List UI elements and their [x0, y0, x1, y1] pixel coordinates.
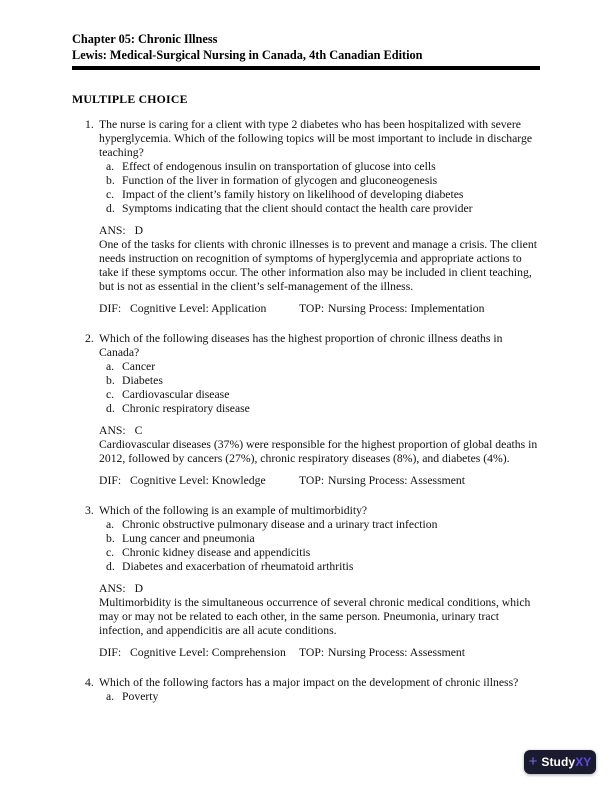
answer-option-d: [99, 402, 540, 416]
top-label: TOP:: [299, 302, 325, 315]
question-2: [72, 332, 540, 488]
question-4: [72, 676, 540, 704]
answer-option-a: [99, 690, 540, 704]
answer-letter: D: [134, 224, 144, 237]
answer-option-c: [99, 388, 540, 402]
header-rule: [72, 66, 540, 70]
question-number: 2.: [85, 332, 94, 345]
question-list: [72, 118, 540, 704]
answer-option-d: [99, 560, 540, 574]
dif-label: DIF:: [99, 302, 122, 315]
question-body: [99, 504, 540, 660]
meta-row: [99, 302, 540, 316]
answer-line: [99, 424, 540, 438]
answer-option-a: [99, 518, 540, 532]
option-text: Symptoms indicating that the client should contact the health care provider: [122, 202, 473, 215]
dif-value: Cognitive Level: Knowledge: [130, 474, 266, 487]
answer-line: [99, 224, 540, 238]
plus-icon: +: [528, 753, 538, 770]
option-text: Diabetes: [122, 374, 163, 387]
option-letter: b.: [106, 374, 115, 387]
answer-label: ANS:: [99, 224, 126, 237]
option-text: Cancer: [122, 360, 156, 373]
option-letter: a.: [106, 518, 115, 531]
brand-study: Study: [541, 755, 576, 769]
top-label: TOP:: [299, 646, 325, 659]
option-letter: a.: [106, 360, 115, 373]
option-letter: c.: [106, 546, 115, 559]
answer-option-b: [99, 374, 540, 388]
book-title: Lewis: Medical-Surgical Nursing in Canada, 4th Canadian Edition: [72, 48, 423, 62]
question-stem: The nurse is caring for a client with type 2 diabetes who has been hospitalized with severe hyperglycemia. Which of the following topics will be most important to include in discharge teaching?: [99, 118, 533, 159]
question-body: [99, 118, 540, 316]
dif-label: DIF:: [99, 646, 122, 659]
option-text: Cardiovascular disease: [122, 388, 230, 401]
option-letter: d.: [106, 402, 115, 415]
answer-option-d: [99, 202, 540, 216]
top-value: Nursing Process: Implementation: [328, 302, 485, 315]
dif-value: Cognitive Level: Application: [130, 302, 267, 315]
option-text: Lung cancer and pneumonia: [122, 532, 255, 545]
option-text: Function of the liver in formation of glycogen and gluconeogenesis: [122, 174, 438, 187]
option-text: Chronic kidney disease and appendicitis: [122, 546, 311, 559]
brand-name: [541, 755, 591, 769]
question-body: [99, 332, 540, 488]
answer-line: [99, 582, 540, 596]
option-letter: c.: [106, 388, 115, 401]
document-header: [72, 31, 540, 70]
dif-value: Cognitive Level: Comprehension: [130, 646, 286, 659]
option-text: Chronic respiratory disease: [122, 402, 250, 415]
option-text: Impact of the client’s family history on likelihood of developing diabetes: [122, 188, 464, 201]
question-stem: Which of the following diseases has the highest proportion of chronic illness deaths in Canada?: [99, 332, 503, 359]
option-text: Poverty: [122, 690, 159, 703]
option-letter: d.: [106, 560, 115, 573]
question-body: [99, 676, 540, 704]
option-letter: c.: [106, 188, 115, 201]
question-stem: Which of the following factors has a major impact on the development of chronic illness?: [99, 676, 519, 689]
answer-letter: D: [134, 582, 144, 595]
answer-option-c: [99, 188, 540, 202]
brand-xy: XY: [575, 755, 592, 769]
option-letter: a.: [106, 160, 115, 173]
answer-option-a: [99, 160, 540, 174]
question-number: 3.: [85, 504, 94, 517]
option-letter: b.: [106, 532, 115, 545]
chapter-title: Chapter 05: Chronic Illness: [72, 32, 218, 46]
answer-letter: C: [134, 424, 143, 437]
option-letter: b.: [106, 174, 115, 187]
question-3: [72, 504, 540, 660]
top-label: TOP:: [299, 474, 325, 487]
rationale: Multimorbidity is the simultaneous occurrence of several chronic medical conditions, which may or may not be related to each other, in the same person. Pneumonia, urinary tract infection, and appendicitis are all acute conditions.: [99, 596, 531, 637]
answer-option-b: [99, 532, 540, 546]
rationale: One of the tasks for clients with chronic illnesses is to prevent and manage a crisis. The client needs instruction on recognition of symptoms of hyperglycemia and appropriate actions to take if these symptoms occur. The other information also may be included in client teaching, but is not as essential in the client’s self-management of the illness.: [99, 238, 537, 293]
section-title: MULTIPLE CHOICE: [72, 92, 188, 106]
option-text: Effect of endogenous insulin on transportation of glucose into cells: [122, 160, 436, 173]
studyxy-logo[interactable]: [524, 750, 596, 774]
rationale: Cardiovascular diseases (37%) were responsible for the highest proportion of global deaths in 2012, followed by cancers (27%), chronic respiratory diseases (8%), and diabetes (4%).: [99, 438, 538, 465]
question-number: 1.: [85, 118, 94, 131]
option-letter: a.: [106, 690, 115, 703]
meta-row: [99, 646, 540, 660]
option-text: Diabetes and exacerbation of rheumatoid arthritis: [122, 560, 354, 573]
option-letter: d.: [106, 202, 115, 215]
answer-label: ANS:: [99, 582, 126, 595]
top-value: Nursing Process: Assessment: [328, 474, 466, 487]
answer-option-b: [99, 174, 540, 188]
dif-label: DIF:: [99, 474, 122, 487]
question-stem: Which of the following is an example of multimorbidity?: [99, 504, 368, 517]
top-value: Nursing Process: Assessment: [328, 646, 466, 659]
meta-row: [99, 474, 540, 488]
answer-option-a: [99, 360, 540, 374]
question-number: 4.: [85, 676, 94, 689]
answer-label: ANS:: [99, 424, 126, 437]
option-text: Chronic obstructive pulmonary disease and a urinary tract infection: [122, 518, 438, 531]
question-1: [72, 118, 540, 316]
answer-option-c: [99, 546, 540, 560]
